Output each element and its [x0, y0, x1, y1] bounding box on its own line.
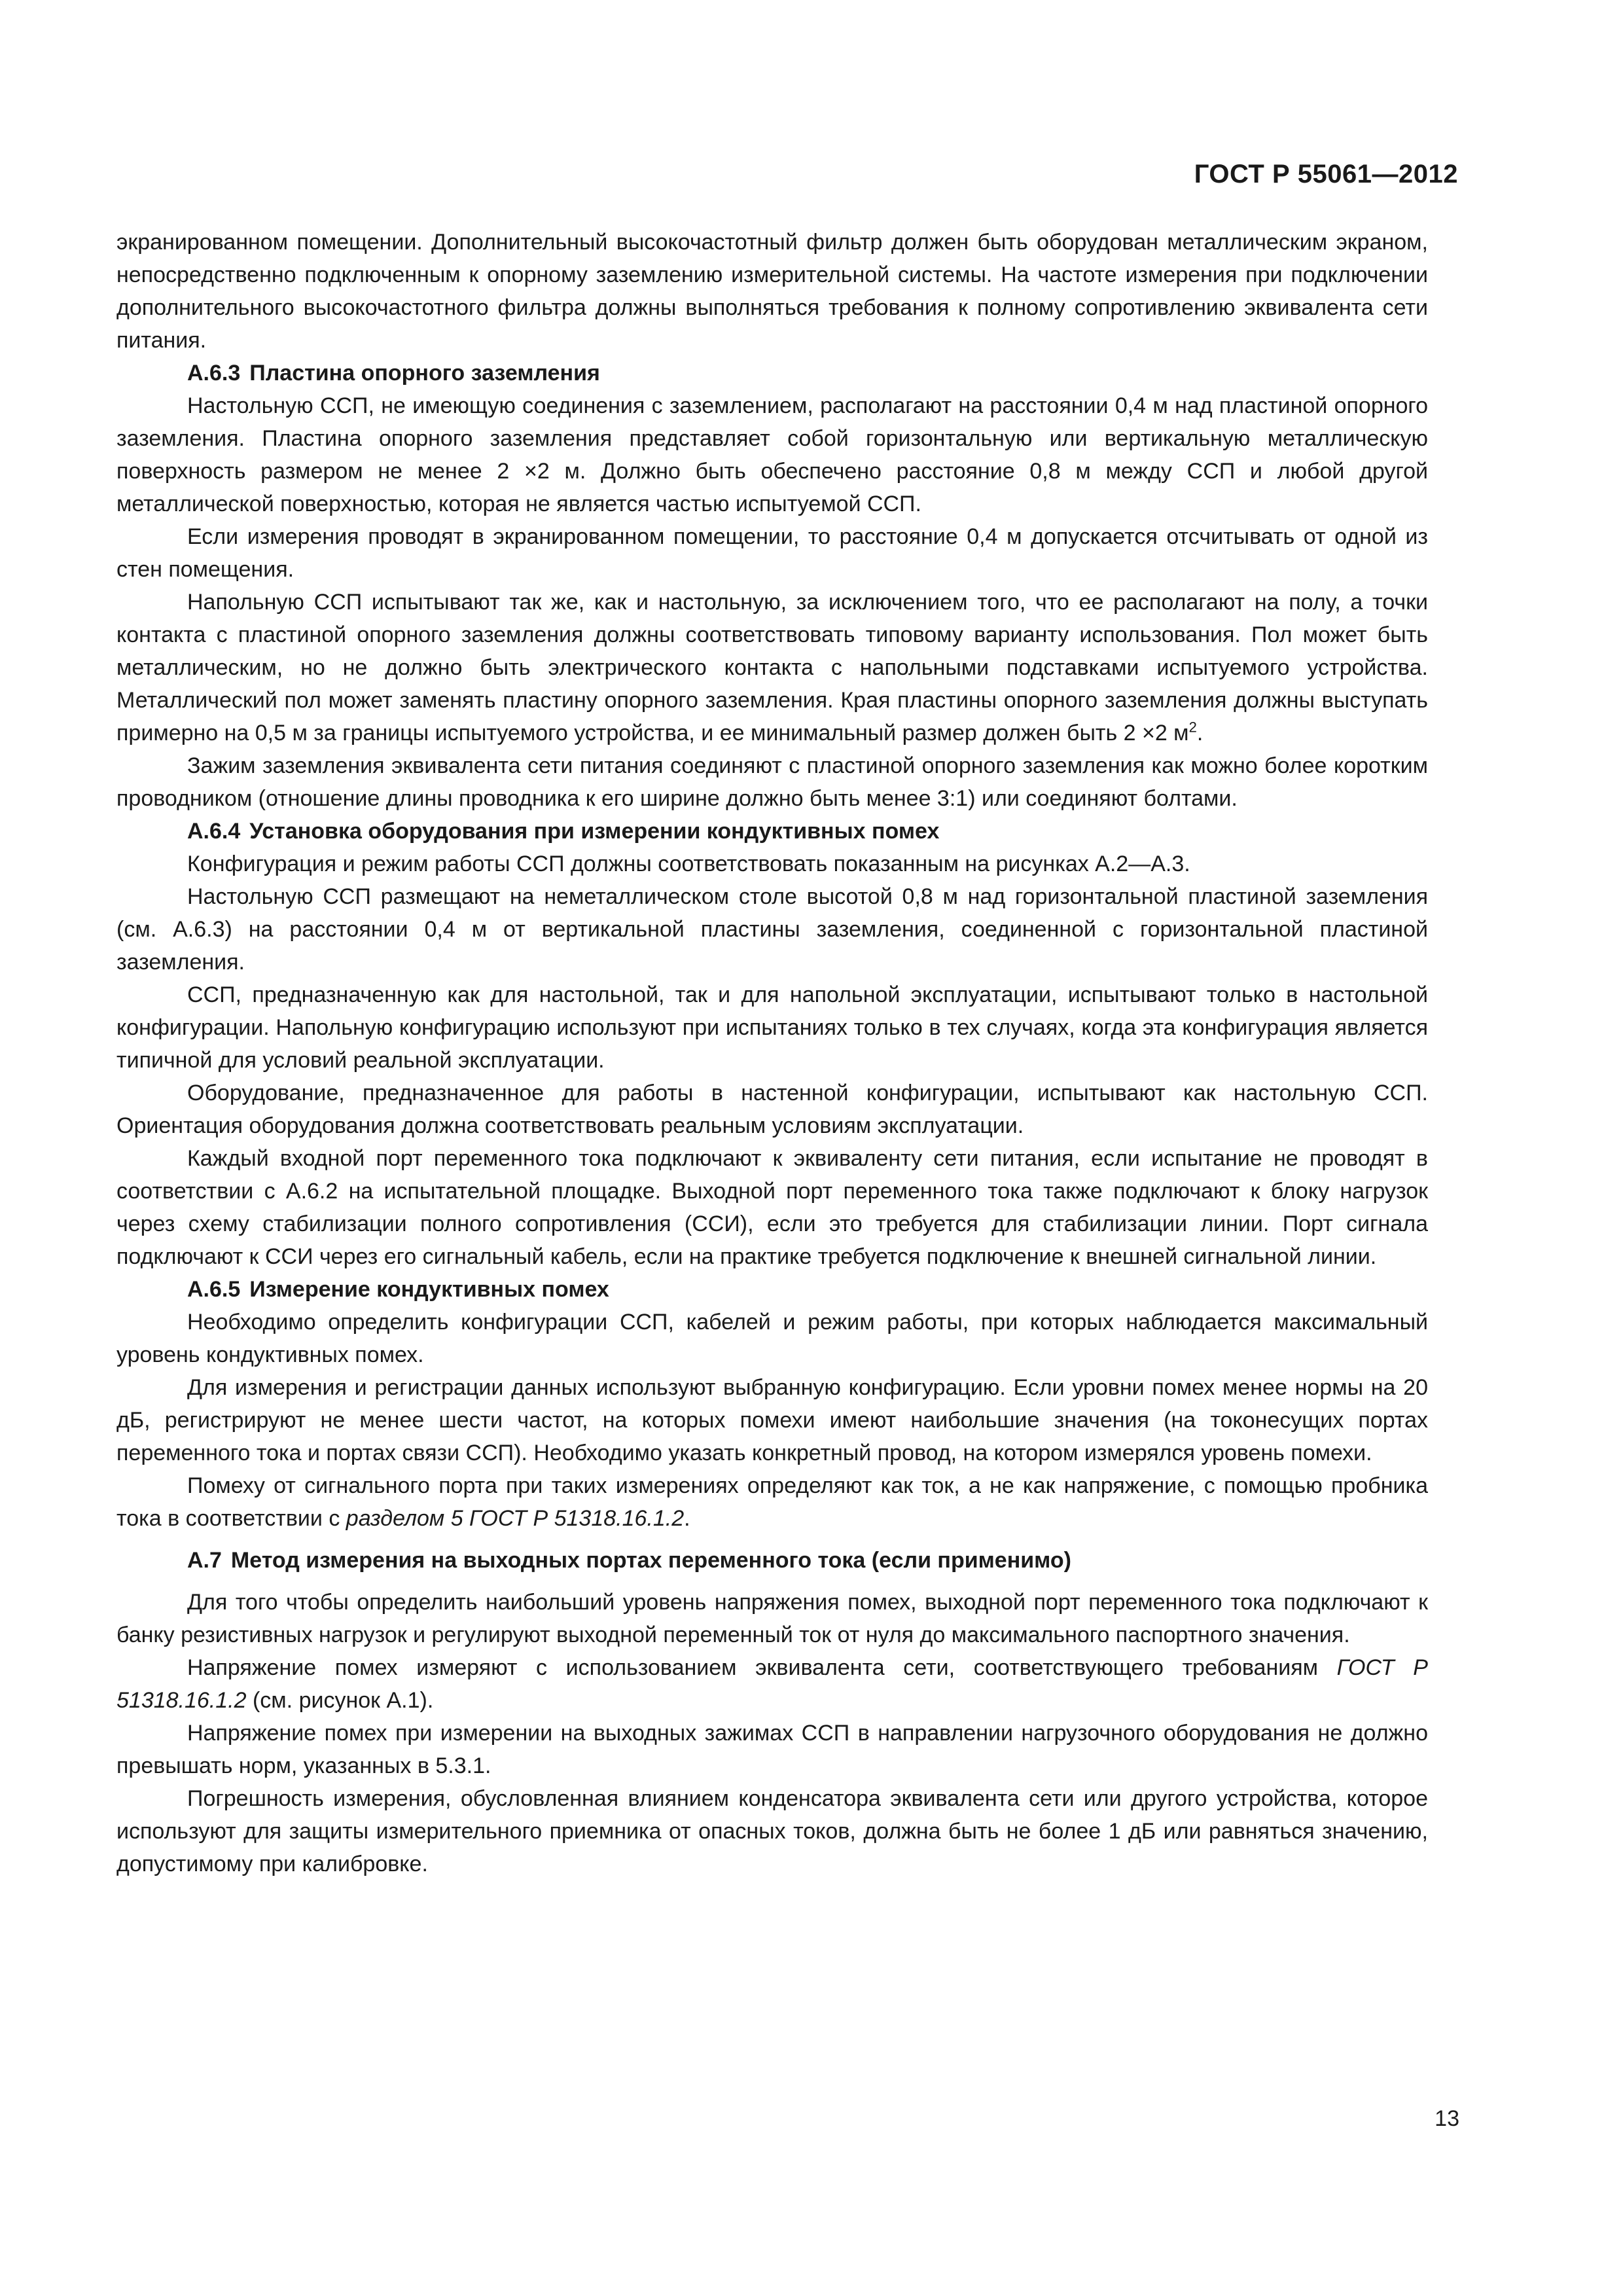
paragraph — [116, 1651, 1428, 1717]
paragraph-end: (см. рисунок А.1). — [246, 1688, 434, 1713]
paragraph: Оборудование, предназначенное для работы в настенной конфигурации, испытывают как настольную ССП. Ориентация оборудования должна соответствовать реальным условиям эксплуатации. — [116, 1081, 1428, 1138]
paragraph-text: Напольную ССП испытывают так же, как и настольную, за исключением того, что ее располагают на полу, а точки контакта с пластиной опорного заземления должны соответствовать типовому варианту использования. Пол может быть металлическим, но не должно быть электрического контакта с напольными подставками испытуемого устройства. Металлический пол может заменять пластину опорного заземления. Края пластины опорного заземления должны выступать примерно на 0,5 м за границы испытуемого устройства, и ее минимальный размер должен быть 2 ×2 м — [116, 590, 1428, 745]
reference-link: разделом 5 ГОСТ Р 51318.16.1.2 — [346, 1506, 685, 1531]
section-heading-a64 — [116, 815, 1428, 848]
paragraph-end: . — [1196, 721, 1204, 745]
paragraph: Каждый входной порт переменного тока подключают к эквиваленту сети питания, если испытание не проводят в соответствии с А.6.2 на испытательной площадке. Выходной порт переменного тока также подключают к блоку нагрузок через схему стабилизации полного сопротивления (ССИ), если это требуется для стабилизации линии. Порт сигнала подключают к ССИ через его сигнальный кабель, если на практике требуется подключение к внешней сигнальной линии. — [116, 1146, 1428, 1269]
paragraph: Необходимо определить конфигурации ССП, кабелей и режим работы, при которых наблюдается максимальный уровень кондуктивных помех. — [116, 1310, 1428, 1367]
paragraph: Настольную ССП, не имеющую соединения с заземлением, располагают на расстоянии 0,4 м над пластиной опорного заземления. Пластина опорного заземления представляет собой горизонтальную или вертикальную металлическую поверхность размером не менее 2 ×2 м. Должно быть обеспечено расстояние 0,8 м между ССП и любой другой металлической поверхностью, которая не является частью испытуемой ССП. — [116, 393, 1428, 516]
section-title: Пластина опорного заземления — [249, 361, 600, 386]
paragraph: Настольную ССП размещают на неметаллическом столе высотой 0,8 м над горизонтальной пластиной заземления (см. А.6.3) на расстоянии 0,4 м от вертикальной пластины заземления, соединенной с горизонтальной пластиной заземления. — [116, 884, 1428, 975]
page-number: 13 — [1435, 2106, 1459, 2131]
paragraph: Напряжение помех при измерении на выходных зажимах ССП в направлении нагрузочного оборудования не должно превышать норм, указанных в 5.3.1. — [116, 1721, 1428, 1778]
superscript: 2 — [1188, 719, 1197, 736]
paragraph: Для измерения и регистрации данных используют выбранную конфигурацию. Если уровни помех менее нормы на 20 дБ, регистрируют не менее шести частот, на которых помехи имеют наибольшие значения (на токонесущих портах переменного тока и портах связи ССП). Необходимо указать конкретный провод, на котором измерялся уровень помехи. — [116, 1375, 1428, 1465]
paragraph: экранированном помещении. Дополнительный высокочастотный фильтр должен быть оборудован металлическим экраном, непосредственно подключенным к опорному заземлению измерительной системы. На частоте измерения при подключении дополнительного высокочастотного фильтра должны выполняться требования к полному сопротивлению эквивалента сети питания. — [116, 230, 1428, 353]
paragraph: Зажим заземления эквивалента сети питания соединяют с пластиной опорного заземления как можно более коротким проводником (отношение длины проводника к его ширине должно быть менее 3:1) или соединяют болтами. — [116, 753, 1428, 811]
paragraph-text: Помеху от сигнального порта при таких измерениях определяют как ток, а не как напряжение, с помощью пробника тока в соответствии с — [116, 1473, 1428, 1531]
section-number: А.6.3 — [187, 361, 241, 386]
reference-link: ГОСТ Р 51318.16.1.2 — [116, 1655, 1428, 1713]
paragraph-text: Напряжение помех измеряют с использованием эквивалента сети, соответствующего требованиям — [187, 1655, 1337, 1680]
section-number: А.7 — [187, 1548, 222, 1573]
paragraph: Для того чтобы определить наибольший уровень напряжения помех, выходной порт переменного тока подключают к банку резистивных нагрузок и регулируют выходной переменный ток от нуля до максимального паспортного значения. — [116, 1590, 1428, 1647]
section-title: Установка оборудования при измерении кондуктивных помех — [249, 819, 940, 844]
paragraph: Если измерения проводят в экранированном помещении, то расстояние 0,4 м допускается отсчитывать от одной из стен помещения. — [116, 524, 1428, 582]
paragraph-end: . — [684, 1506, 690, 1531]
section-number: А.6.4 — [187, 819, 241, 844]
section-title: Метод измерения на выходных портах переменного тока (если применимо) — [230, 1548, 1071, 1573]
paragraph: Погрешность измерения, обусловленная влиянием конденсатора эквивалента сети или другого устройства, которое используют для защиты измерительного приемника от опасных токов, должна быть не более 1 дБ или равняться значению, допустимому при калибровке. — [116, 1786, 1428, 1876]
paragraph — [116, 1469, 1428, 1535]
paragraph: ССП, предназначенную как для настольной, так и для напольной эксплуатации, испытывают только в настольной конфигурации. Напольную конфигурацию используют при испытаниях только в тех случаях, когда эта конфигурация является типичной для условий реальной эксплуатации. — [116, 982, 1428, 1073]
paragraph — [116, 586, 1428, 749]
section-number: А.6.5 — [187, 1277, 241, 1302]
paragraph: Конфигурация и режим работы ССП должны соответствовать показанным на рисунках А.2—А.3. — [187, 852, 1190, 876]
section-heading-a63 — [116, 357, 1428, 389]
section-heading-a7 — [116, 1544, 1428, 1577]
document-header: ГОСТ Р 55061—2012 — [1194, 160, 1458, 188]
section-heading-a65 — [116, 1273, 1428, 1306]
document-body — [116, 226, 1428, 1880]
section-title: Измерение кондуктивных помех — [249, 1277, 609, 1302]
